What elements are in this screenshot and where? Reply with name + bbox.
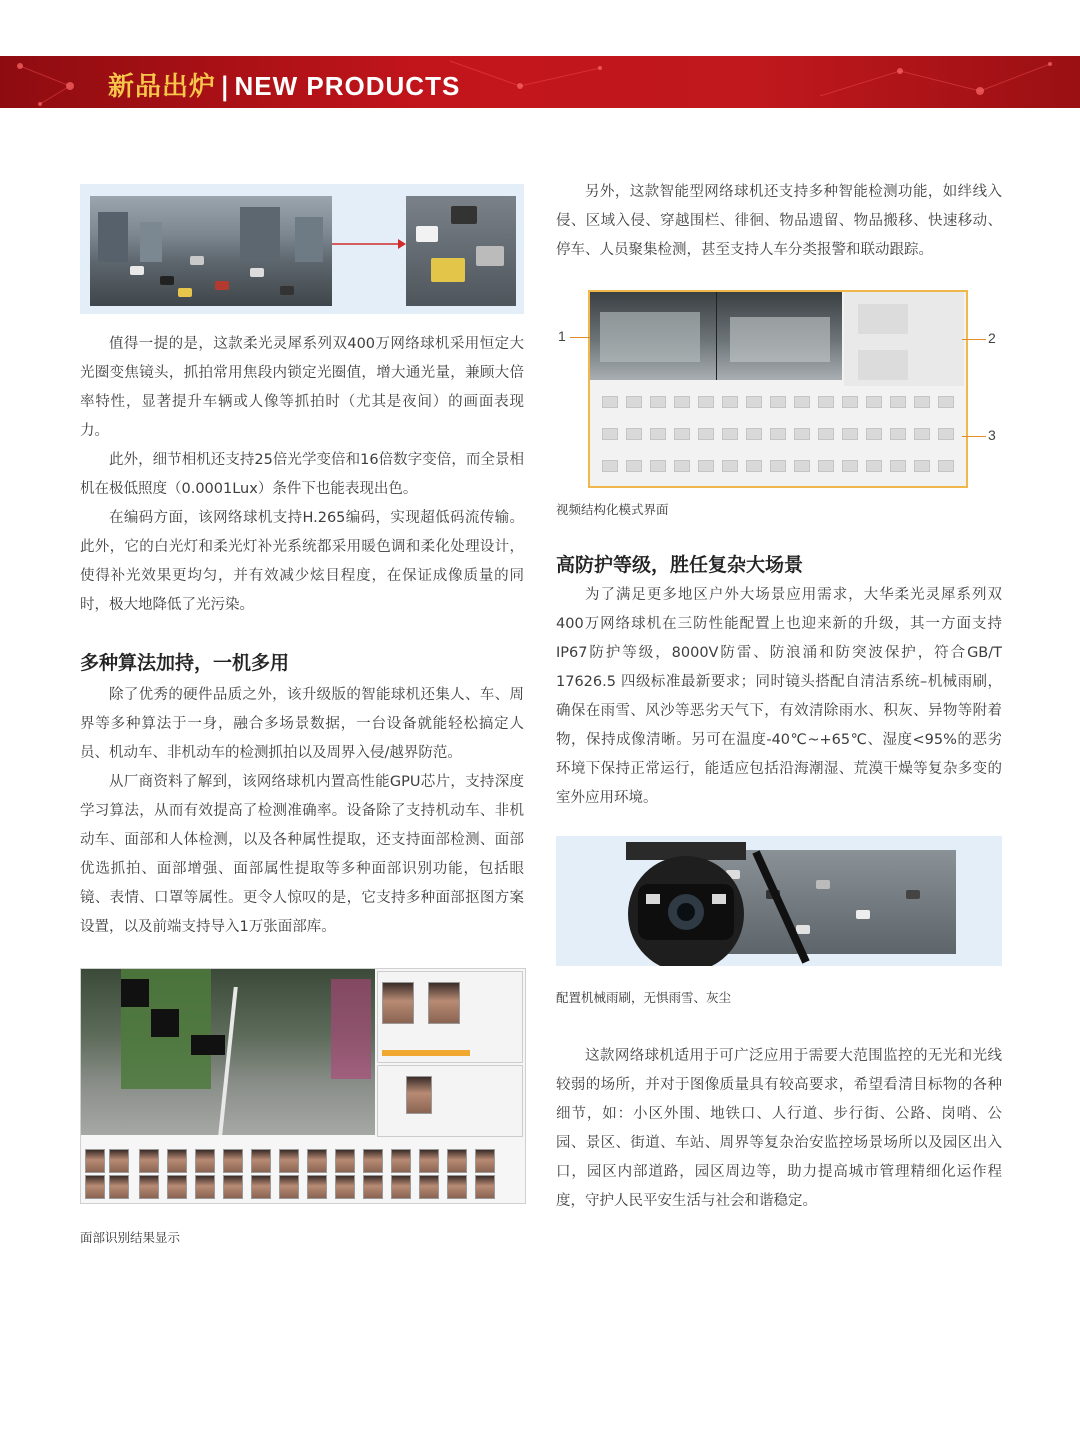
- traffic-closeup-photo: [406, 196, 516, 306]
- face-recognition-screenshot: [80, 968, 526, 1204]
- paragraph: 此外，细节相机还支持25倍光学变倍和16倍数字变倍，而全景相机在极低照度（0.0001Lux）条件下也能表现出色。: [80, 452, 524, 497]
- left-column: [80, 330, 524, 942]
- video-structuring-ui-screenshot: [588, 290, 968, 488]
- callout-1: 1: [558, 328, 566, 344]
- figure-caption: 视频结构化模式界面: [556, 502, 669, 517]
- title-separator: |: [220, 72, 231, 102]
- paragraph: 为了满足更多地区户外大场景应用需求，大华柔光灵犀系列双400万网络球机在三防性能配置上也迎来新的升级，其一方面支持IP67防护等级，8000V防雷、防浪涌和防突波保护，符合GB/T 17626.5 四级标准最新要求；同时镜头搭配自清洁系统–机械雨刷，确保在雨雪、风沙等恶劣天气下，有效清除雨水、积灰、异物等附着物，保持成像清晰。另可在温度-40℃~+65℃、湿度<95%的恶劣环境下保持正常运行，能适应包括沿海潮湿、荒漠干燥等复杂多变的室外应用环境。: [556, 587, 1002, 806]
- paragraph: 除了优秀的硬件品质之外，该升级版的智能球机还集人、车、周界等多种算法于一身，融合多场景数据，一台设备就能轻松搞定人员、机动车、非机动车的检测抓拍以及周界入侵/越界防范。: [80, 687, 524, 761]
- callout-3: 3: [988, 427, 996, 443]
- zoom-arrow: [332, 234, 406, 254]
- right-column-top: [556, 178, 1002, 265]
- paragraph: 这款网络球机适用于可广泛应用于需要大范围监控的无光和光线较弱的场所，并对于图像质量具有较高要求，希望看清目标物的各种细节，如：小区外围、地铁口、人行道、步行街、公路、岗哨、公园、景区、街道、车站、周界等复杂治安监控场景场所以及园区出入口，园区内部道路，园区周边等，助力提高城市管理精细化运作程度，守护人民平安生活与社会和谐稳定。: [556, 1048, 1002, 1209]
- figure-caption: 配置机械雨刷，无惧雨雪、灰尘: [556, 990, 732, 1005]
- paragraph: 另外，这款智能型网络球机还支持多种智能检测功能，如绊线入侵、区域入侵、穿越围栏、徘徊、物品遗留、物品搬移、快速移动、停车、人员聚集检测，甚至支持人车分类报警和联动跟踪。: [556, 184, 1002, 258]
- paragraph: 值得一提的是，这款柔光灵犀系列双400万网络球机采用恒定大光圈变焦镜头，抓拍常用焦段内锁定光圈值，增大通光量，兼顾大倍率特性，显著提升车辆或人像等抓拍时（尤其是夜间）的画面表现力。: [80, 336, 524, 439]
- face-match-panel-1: [377, 971, 523, 1063]
- callout-line-2: [962, 339, 986, 340]
- section-heading: 多种算法加持，一机多用: [80, 652, 290, 674]
- dual-video-view: [590, 292, 842, 380]
- section-title-cn: 新品出炉: [108, 72, 217, 102]
- ptz-camera-icon: [616, 842, 816, 966]
- face-match-panel-2: [377, 1065, 523, 1137]
- face-thumbnail-strip: [81, 1147, 525, 1203]
- road-video-view: [81, 969, 375, 1135]
- callout-line-1: [570, 337, 590, 338]
- header-banner: [0, 56, 1080, 108]
- paragraph: 从厂商资料了解到，该网络球机内置高性能GPU芯片，支持深度学习算法，从而有效提高了检测准确率。设备除了支持机动车、非机动车、面部和人体检测，以及各种属性提取，还支持面部检测、面部优选抓拍、面部增强、面部属性提取等多种面部识别功能，包括眼镜、表情、口罩等属性。更令人惊叹的是，它支持多种面部抠图方案设置，以及前端支持导入1万张面部库。: [80, 774, 524, 935]
- section-title-en: NEW PRODUCTS: [234, 71, 461, 101]
- figure-caption: 面部识别结果显示: [80, 1230, 181, 1245]
- traffic-zoom-figure: [80, 184, 524, 314]
- section-heading: 高防护等级，胜任复杂大场景: [556, 554, 804, 576]
- section-title: [108, 66, 460, 103]
- callout-2: 2: [988, 330, 996, 346]
- thumbnail-grid: [592, 388, 962, 482]
- ptz-camera-wiper-photo: [556, 836, 1002, 966]
- right-column-middle: [556, 550, 1002, 813]
- snapshot-panel: [844, 292, 964, 386]
- paragraph: 在编码方面，该网络球机支持H.265编码，实现超低码流传输。此外，它的白光灯和柔光灯补光系统都采用暖色调和柔化处理设计，使得补光效果更均匀，并有效减少炫目程度，在保证成像质量的同时，极大地降低了光污染。: [80, 510, 524, 613]
- right-column-bottom: [556, 1042, 1002, 1216]
- traffic-photo: [90, 196, 332, 306]
- callout-line-3: [962, 436, 986, 437]
